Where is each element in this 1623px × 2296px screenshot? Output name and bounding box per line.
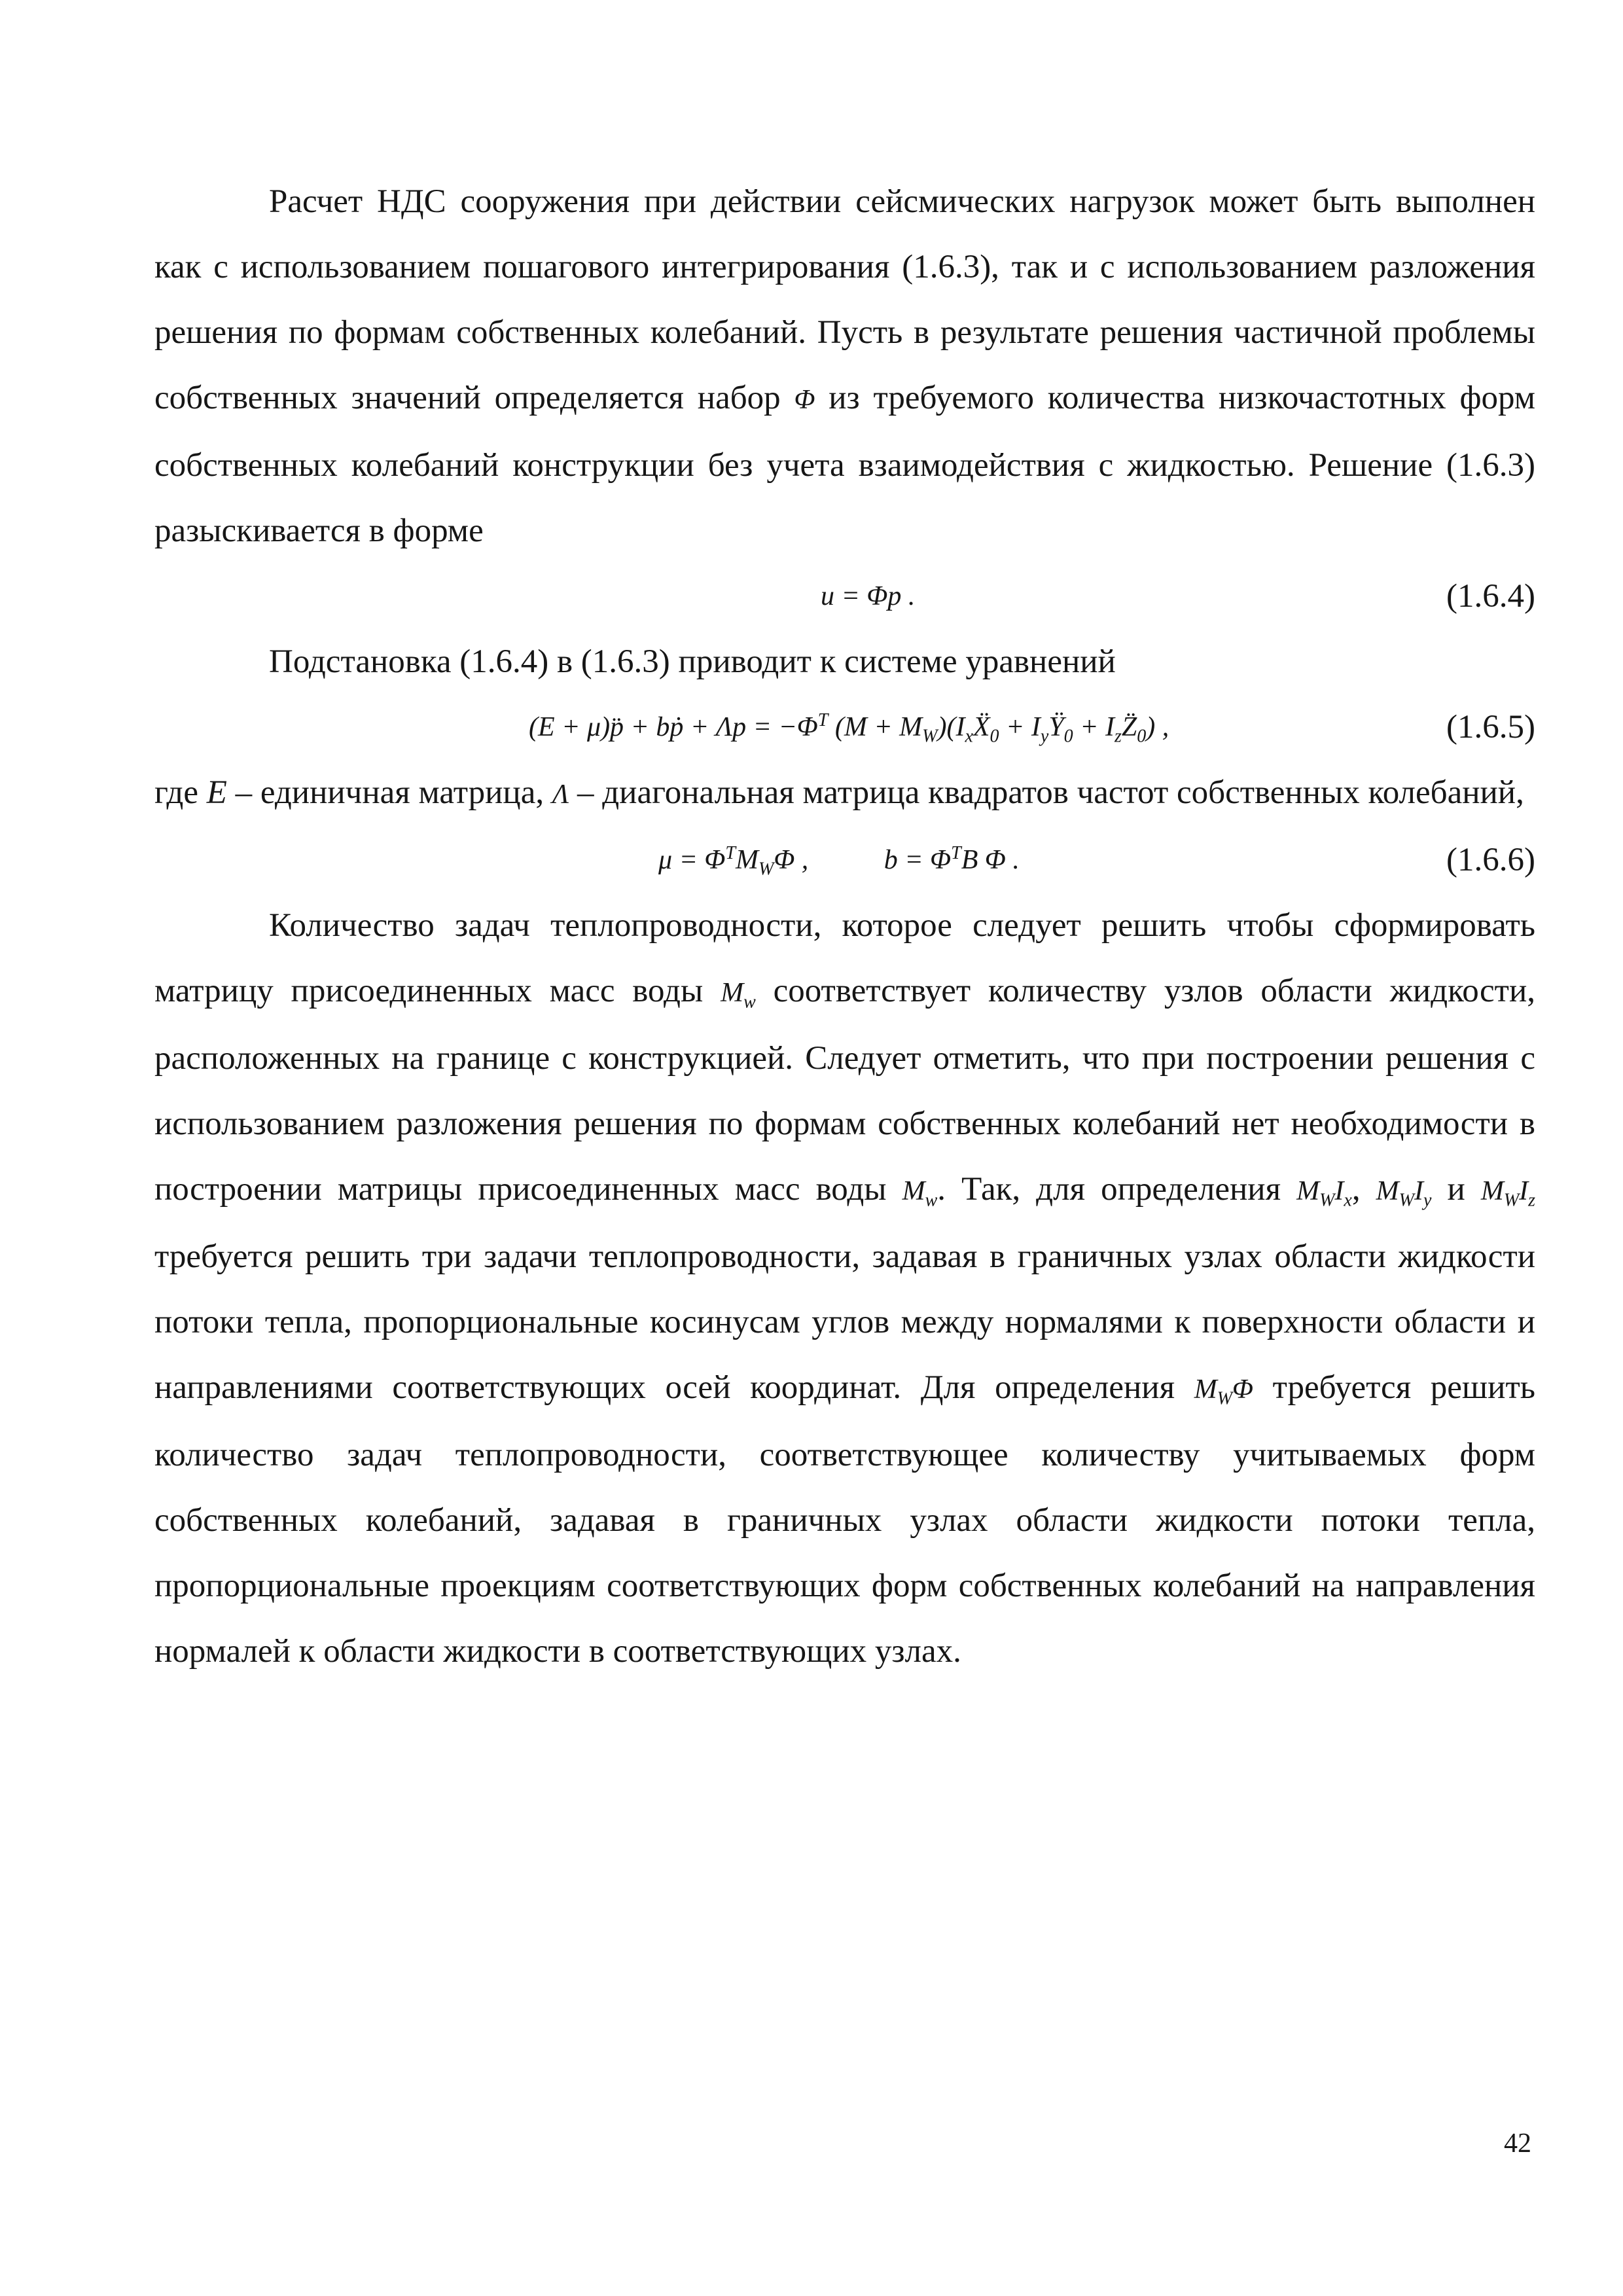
page-number: 42 bbox=[1504, 2128, 1531, 2159]
mw-symbol: $M_w$ bbox=[902, 1176, 938, 1211]
paragraph-substitution: Подстановка (1.6.4) в (1.6.3) приводит к системе уравнений bbox=[269, 643, 1116, 680]
equation-1-6-4-formula: u = Φp . bbox=[821, 581, 916, 611]
lambda-symbol: Λ bbox=[552, 780, 569, 810]
equation-1-6-4 bbox=[154, 564, 1535, 629]
equation-1-6-5-number: (1.6.5) bbox=[1446, 709, 1535, 745]
equation-1-6-5 bbox=[154, 694, 1535, 760]
phi-symbol: Φ bbox=[794, 385, 815, 415]
mwix-symbol: $M_WI_x$ bbox=[1296, 1176, 1352, 1211]
equation-1-6-4-number: (1.6.4) bbox=[1446, 578, 1535, 615]
mw-symbol: $M_w$ bbox=[721, 978, 756, 1013]
equation-1-6-6-number: (1.6.6) bbox=[1446, 842, 1535, 878]
page-body bbox=[154, 169, 1535, 1684]
identity-matrix-symbol: E bbox=[206, 774, 227, 811]
equation-1-6-5-formula: (E + μ)p̈ + bṗ + $\Lambda p = -\Phi^T$ $(M + M_W)(I_xẌ_0$ + $I_yŸ_0$ + $I_zZ̈_0$) , bbox=[529, 710, 1169, 747]
equation-1-6-6 bbox=[154, 827, 1535, 893]
mwiz-symbol: $M_WI_z$ bbox=[1480, 1176, 1536, 1211]
paragraph-heat-conduction: Количество задач теплопроводности, которое следует решить чтобы сформировать матрицу присоединенных масс воды $M_w$ соответствует количеству узлов области жидкости, расположенных на границе с конструкцией. Следует отметить, что при построении решения с использованием разложения решения по формам собственных колебаний нет необходимости в построении матрицы присоединенных масс воды $M_w$. Так, для определения $M_WI_x$, $M_WI_y$ и $M_WI_z$ требуется решить три задачи теплопроводности, задавая в граничных узлах области жидкости потоки тепла, пропорциональные косинусам углов между нормалями к поверхности области и направлениями соответствующих осей координат. Для определения $M_W\Phi$ требуется решить количество задач теплопроводности, соответствующее количеству учитываемых форм собственных колебаний, задавая в граничных узлах области жидкости потоки тепла, пропорциональные проекциям соответствующих форм собственных колебаний на направления нормалей к области жидкости в соответствующих узлах. bbox=[154, 907, 1536, 1670]
equation-1-6-6-formula: $\mu = \Phi^TM_W\Phi$ , $b = \Phi^TB$ Φ . bbox=[658, 843, 1020, 880]
mwphi-symbol: $M_W\Phi$ bbox=[1194, 1374, 1253, 1409]
mwiy-symbol: $M_WI_y$ bbox=[1376, 1176, 1432, 1211]
paragraph-intro: Расчет НДС сооружения при действии сейсмических нагрузок может быть выполнен как с использованием пошагового интегрирования (1.6.3), так и с использованием разложения решения по формам собственных колебаний. Пусть в результате решения частичной проблемы собственных значений определяется набор Φ из требуемого количества низкочастотных форм собственных колебаний конструкции без учета взаимодействия с жидкостью. Решение (1.6.3) разыскивается в форме bbox=[154, 183, 1535, 549]
paragraph-where: где E – единичная матрица, Λ – диагональная матрица квадратов частот собственных колебаний, bbox=[154, 774, 1524, 811]
